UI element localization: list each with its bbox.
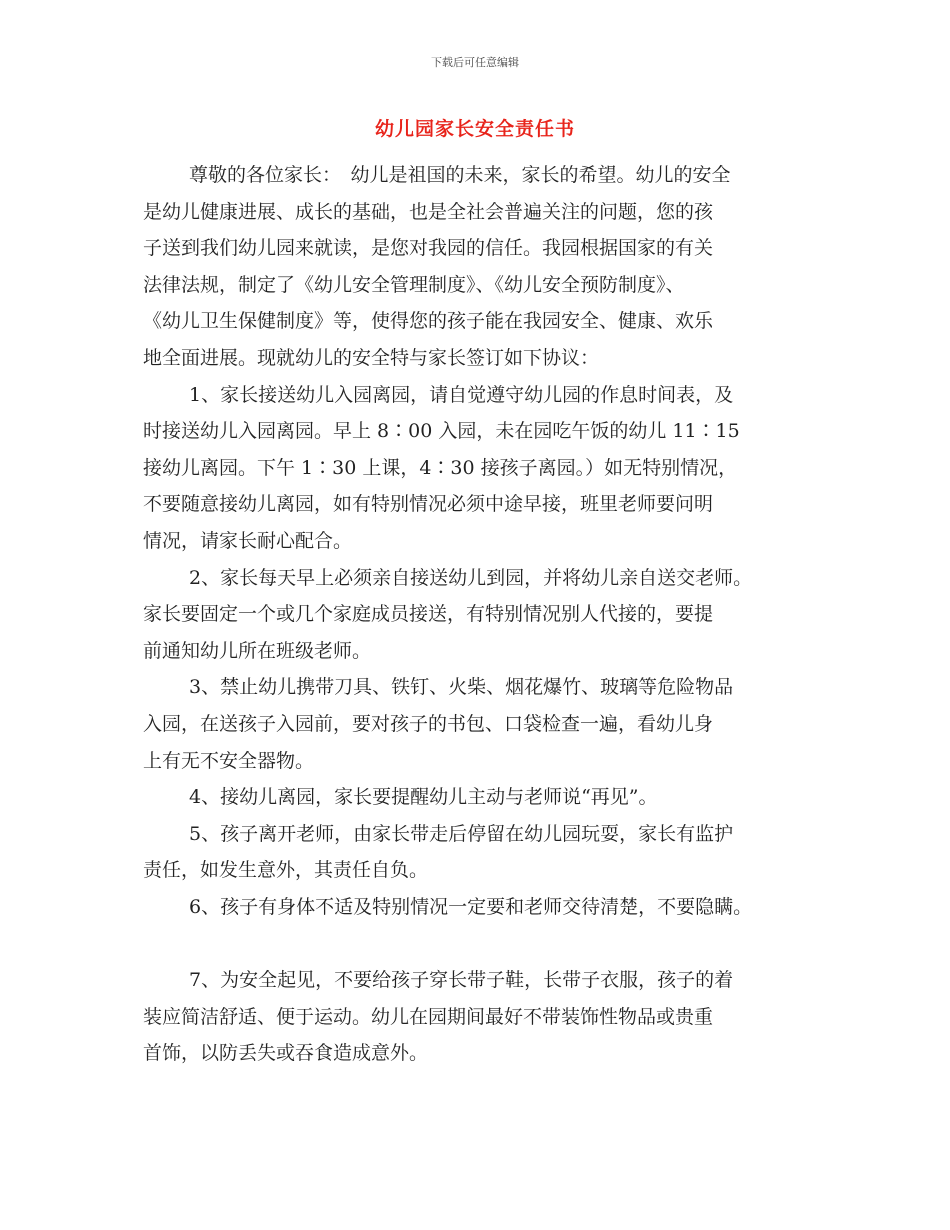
paragraph-line: 家长要固定一个或几个家庭成员接送，有特别情况别人代接的，要提: [143, 603, 714, 626]
paragraph-line: 情况，请家长耐心配合。: [143, 529, 353, 552]
paragraph: [143, 377, 818, 560]
paragraph-line: 首饰，以防丢失或吞食造成意外。: [143, 1042, 429, 1065]
paragraph-line: 责任，如发生意外，其责任自负。: [143, 859, 429, 882]
paragraph-line: 装应简洁舒适、便于运动。幼儿在园期间最好不带装饰性物品或贵重: [143, 1005, 714, 1028]
paragraph: [143, 889, 818, 926]
paragraph-line: 地全面进展。现就幼儿的安全特与家长签订如下协议：: [143, 346, 600, 369]
paragraph-line: 1、家长接送幼儿入园离园，请自觉遵守幼儿园的作息时间表，及: [189, 383, 734, 406]
paragraph: [143, 779, 818, 816]
paragraph-line: 接幼儿离园。下午 1∶30 上课，4∶30 接孩子离园。）如无特别情况，: [143, 456, 738, 479]
paragraph-line: 2、家长每天早上必须亲自接送幼儿到园，并将幼儿亲自送交老师。: [189, 566, 753, 589]
paragraph: [143, 816, 818, 889]
paragraph: [143, 560, 818, 670]
document-body: [143, 157, 818, 1072]
paragraph: [143, 157, 818, 377]
paragraph-line: 6、孩子有身体不适及特别情况一定要和老师交待清楚，不要隐瞒。: [189, 895, 753, 918]
paragraph-line: 法律法规，制定了《幼儿安全管理制度》、《幼儿安全预防制度》、: [143, 273, 685, 296]
paragraph-line: 3、禁止幼儿携带刀具、铁钉、火柴、烟花爆竹、玻璃等危险物品: [189, 676, 734, 699]
paragraph-line: 5、孩子离开老师，由家长带走后停留在幼儿园玩耍，家长有监护: [189, 822, 734, 845]
paragraph: [143, 669, 818, 779]
paragraph-line: 不要随意接幼儿离园，如有特别情况必须中途早接，班里老师要问明: [143, 493, 714, 516]
paragraph-line: 尊敬的各位家长： 幼儿是祖国的未来，家长的希望。幼儿的安全: [189, 164, 731, 186]
paragraph-line: 《幼儿卫生保健制度》等，使得您的孩子能在我园安全、健康、欢乐: [143, 310, 714, 333]
document-title: 幼儿园家长安全责任书: [374, 118, 575, 140]
paragraph-line: 是幼儿健康进展、成长的基础，也是全社会普遍关注的问题，您的孩: [143, 200, 714, 223]
header-note: 下载后可任意编辑: [431, 56, 519, 69]
paragraph-line: 子送到我们幼儿园来就读，是您对我园的信任。我园根据国家的有关: [143, 237, 714, 260]
blank-line: [143, 925, 818, 962]
paragraph: [143, 962, 818, 1072]
paragraph-line: 前通知幼儿所在班级老师。: [143, 639, 372, 662]
paragraph-line: 7、为安全起见，不要给孩子穿长带子鞋，长带子衣服，孩子的着: [189, 969, 734, 992]
paragraph-line: 入园，在送孩子入园前，要对孩子的书包、口袋检查一遍，看幼儿身: [143, 712, 714, 735]
paragraph-line: 4、接幼儿离园，家长要提醒幼儿主动与老师说“再见”。: [189, 786, 658, 809]
paragraph-line: 时接送幼儿入园离园。早上 8∶00 入园，未在园吃午饭的幼儿 11∶15: [143, 420, 740, 443]
paragraph-line: 上有无不安全器物。: [143, 749, 315, 772]
